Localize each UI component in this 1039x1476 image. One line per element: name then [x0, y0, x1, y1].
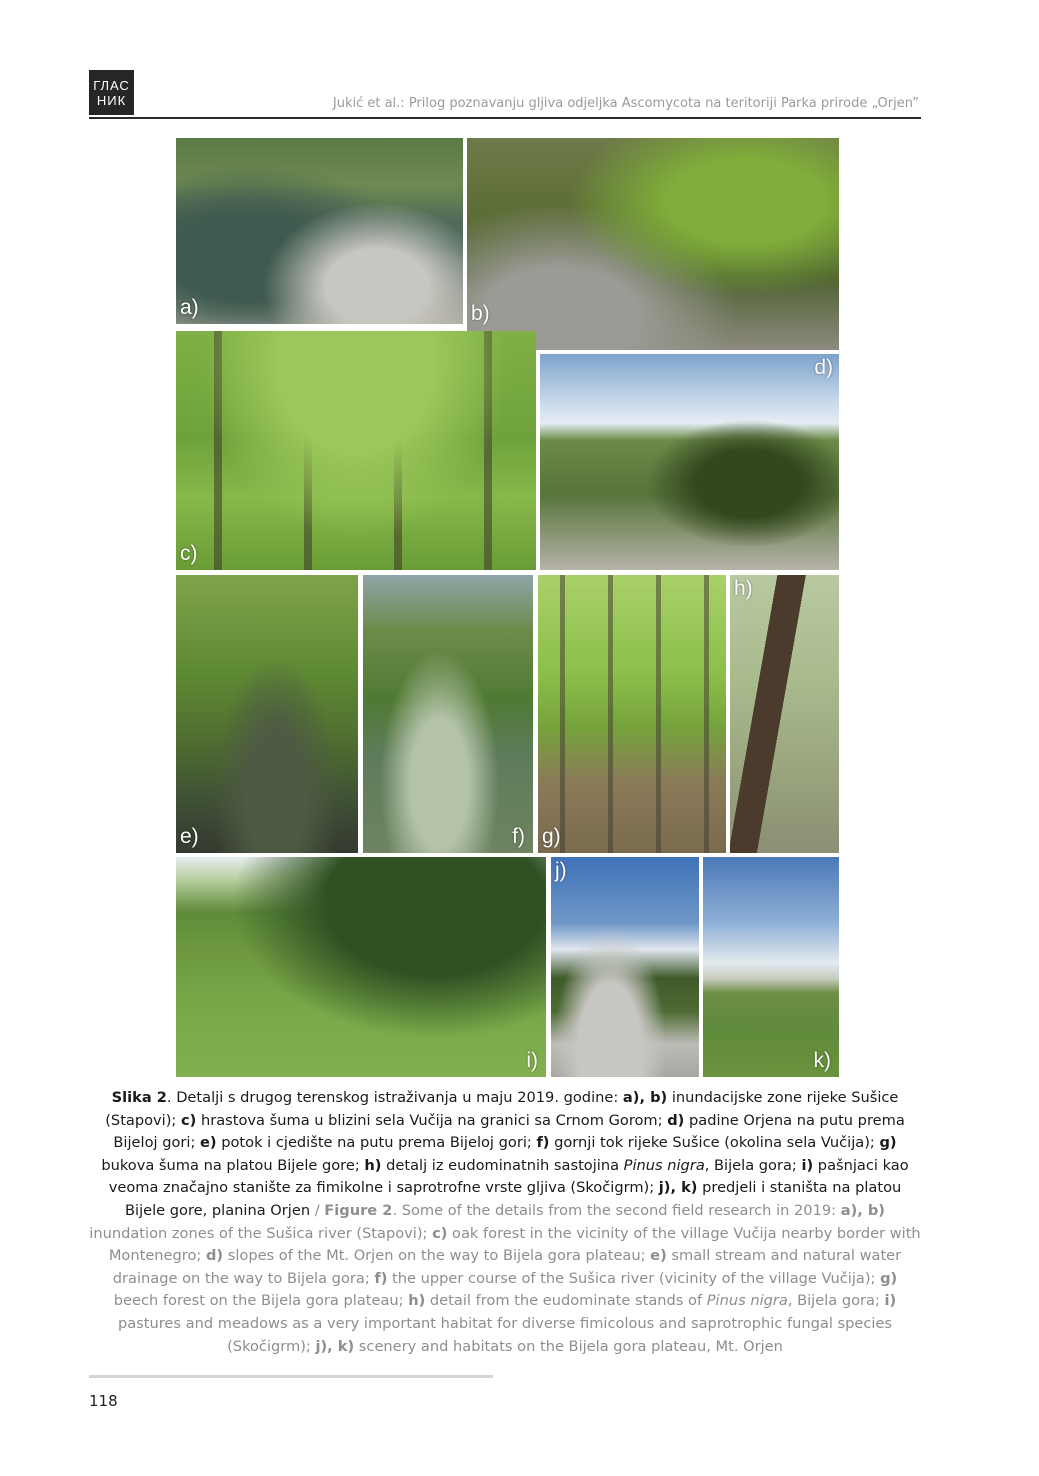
- caption-text: . Detalji s drugog terenskog istraživanja u maju 2019. godine:: [166, 1089, 623, 1106]
- caption-key: c): [181, 1111, 197, 1129]
- photo-c: [176, 331, 536, 570]
- caption-text: the upper course of the Sušica river (vicinity of the village Vučija);: [387, 1269, 881, 1287]
- panel-label-k: k): [813, 1049, 831, 1072]
- caption-text: detalj iz eudominatnih sastojina: [381, 1156, 624, 1174]
- caption-fig-label-en: Figure 2: [324, 1201, 393, 1219]
- caption-species-name: Pinus nigra: [706, 1292, 788, 1310]
- panel-label-f: f): [512, 825, 525, 848]
- caption-key: h): [408, 1292, 426, 1310]
- photo-j: [551, 857, 699, 1077]
- caption-text: , Bijela gora;: [704, 1156, 802, 1174]
- caption-text: padine Orjena na putu prema Bijeloj gori;: [113, 1111, 905, 1152]
- footer-rule: [89, 1375, 493, 1378]
- panel-label-a: a): [180, 296, 199, 319]
- journal-logo: [89, 70, 134, 115]
- photo-e: [176, 575, 358, 853]
- caption-text: inundacijske zone rijeke Sušice (Stapovi);: [105, 1089, 899, 1129]
- running-head: Jukić et al.: Prilog poznavanju gljiva odjeljka Ascomycota na teritoriji Parka prirode „Orjen”: [332, 96, 919, 111]
- caption-text: bukova šuma na platou Bijele gore;: [101, 1156, 365, 1174]
- caption-text: hrastova šuma u blizini sela Vučija na granici sa Crnom Gorom;: [196, 1111, 668, 1129]
- photo-f: [363, 575, 533, 853]
- photo-a: [176, 138, 463, 324]
- caption-text: gornji tok rijeke Sušice (okolina sela Vučija);: [549, 1134, 880, 1152]
- caption-species-name: Pinus nigra: [623, 1156, 705, 1174]
- figure-2-collage: [176, 138, 839, 1077]
- caption-english: [89, 1202, 920, 1355]
- header-rule: [89, 117, 921, 119]
- caption-text: small stream and natural water drainage on the way to Bijela gora;: [112, 1247, 902, 1287]
- caption-key: g): [879, 1134, 897, 1152]
- photo-g: [538, 575, 726, 853]
- caption-key: i): [801, 1156, 814, 1174]
- caption-key: g): [880, 1269, 898, 1287]
- caption-key: a), b): [840, 1201, 885, 1219]
- caption-serbian: [101, 1089, 908, 1219]
- panel-label-g: g): [542, 825, 561, 848]
- photo-d: [540, 354, 839, 570]
- panel-label-j: j): [555, 859, 567, 882]
- caption-key: d): [667, 1111, 685, 1129]
- caption-key: j), k): [658, 1179, 698, 1197]
- caption-fig-label-sr: Slika 2: [111, 1089, 167, 1106]
- photo-i: [176, 857, 546, 1077]
- photo-b: [467, 138, 839, 350]
- caption-text: pastures and meadows as a very important habitat for diverse fimicolous and saprotrophic fungal species (Skočigrm);: [117, 1314, 893, 1355]
- panel-label-c: c): [180, 542, 198, 565]
- caption-key: i): [884, 1292, 897, 1310]
- logo-line-2: НИК: [96, 92, 127, 108]
- logo-line-1: ГЛАС: [93, 77, 130, 93]
- panel-label-b: b): [471, 302, 490, 325]
- caption-key: a), b): [622, 1089, 668, 1106]
- caption-text: slopes of the Mt. Orjen on the way to Bijela gora plateau;: [223, 1247, 651, 1265]
- caption-text: beech forest on the Bijela gora plateau;: [113, 1292, 409, 1310]
- caption-key: e): [650, 1247, 667, 1265]
- photo-k: [703, 857, 839, 1077]
- caption-text: pašnjaci kao veoma značajno stanište za fimikolne i saprotrofne vrste gljiva (Skočigrm);: [108, 1156, 909, 1197]
- panel-label-i: i): [526, 1049, 538, 1072]
- caption-key: d): [205, 1247, 224, 1265]
- photo-h: [730, 575, 839, 853]
- caption-text: scenery and habitats on the Bijela gora plateau, Mt. Orjen: [354, 1337, 783, 1355]
- caption-text: inundation zones of the Sušica river (Stapovi);: [89, 1224, 433, 1242]
- caption-key: h): [364, 1156, 382, 1174]
- caption-key: f): [374, 1269, 388, 1287]
- caption-key: f): [536, 1134, 550, 1152]
- caption-text: . Some of the details from the second field research in 2019:: [392, 1201, 841, 1219]
- caption-text: potok i cjedište na putu prema Bijeloj gori;: [216, 1134, 537, 1152]
- panel-label-d: d): [814, 356, 833, 379]
- caption-text: , Bijela gora;: [787, 1292, 885, 1310]
- caption-key: j), k): [315, 1337, 355, 1355]
- figure-caption: [89, 1087, 921, 1358]
- caption-key: e): [200, 1134, 217, 1152]
- panel-label-h: h): [734, 577, 753, 600]
- panel-label-e: e): [180, 825, 199, 848]
- caption-text: detail from the eudominate stands of: [425, 1292, 707, 1310]
- caption-key: c): [432, 1224, 448, 1242]
- caption-text: oak forest in the vicinity of the village Vučija nearby border with Montenegro;: [108, 1224, 921, 1265]
- caption-separator: /: [310, 1201, 325, 1219]
- caption-text: predjeli i staništa na platou Bijele gore, planina Orjen: [125, 1179, 902, 1219]
- page-number: 118: [89, 1392, 118, 1410]
